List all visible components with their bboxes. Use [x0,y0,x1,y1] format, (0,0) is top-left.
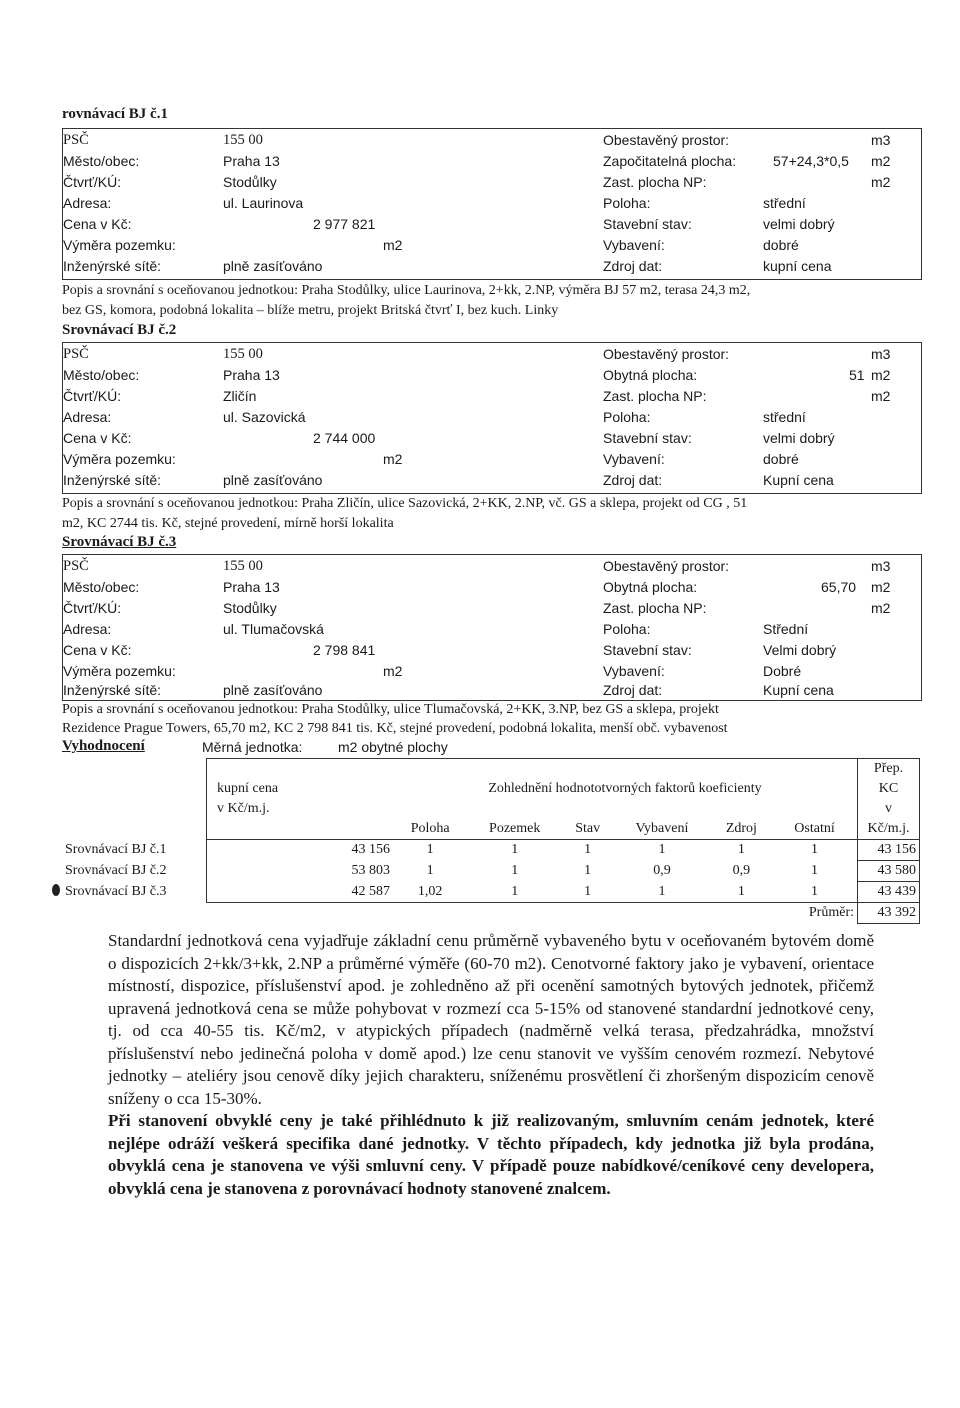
label-floor-area: Zast. plocha NP: [603,174,707,190]
factor-value: 1 [511,863,519,878]
factor-value: 1 [511,842,519,858]
average-value: 43 392 [858,903,920,924]
recalc-header-4: Kč/m.j. [858,819,920,840]
label-district: Čtvrť/KÚ: [63,600,122,616]
unit-value: m2 obytné plochy [338,739,448,755]
factors-header: Zohlednění hodnototvorných faktorů koeficienty [488,781,762,796]
evaluation-heading: Vyhodnocení [62,738,145,754]
table-row [62,840,920,861]
label-area: Obytná plocha: [603,579,698,595]
table-row [62,861,920,882]
factor-value: 0,9 [732,863,751,878]
comparison-3-description-1: Popis a srovnání s oceňovanou jednotkou: Praha Stodůlky, ulice Tlumačovská, 2+KK, 3.NP, bez GS a sklepa, projekt [62,702,719,717]
value-condition: velmi dobrý [763,216,835,232]
value-equipment: Dobré [763,663,802,679]
unit-floor-area: m2 [871,600,891,616]
label-condition: Stavební stav: [603,642,692,658]
value-address: ul. Tlumačovská [223,621,324,637]
recalc-header-1: Přep. [858,759,920,780]
label-psc: PSČ [63,132,89,148]
value-area: 57+24,3*0,5 [773,153,849,169]
value-source: Kupní cena [763,682,834,698]
label-utilities: Inženýrské sítě: [63,682,162,698]
label-equipment: Vybavení: [603,663,665,679]
value-city: Praha 13 [223,367,280,383]
factor-value: 1 [811,842,819,858]
label-utilities: Inženýrské sítě: [63,258,162,274]
value-condition: Velmi dobrý [763,642,837,658]
label-volume: Obestavěný prostor: [603,558,730,574]
paragraph-bold: Při stanovení obvyklé ceny je také přihlédnuto k již realizovaným, smluvním cenám jednotek, které nejlépe odráží veškerá specifika dané jednotky. V těchto případech, kdy jednotka již byla prodána, obvyklá cena je stanovena ve výši smluvní ceny. V případě pouze nabídkové/ceníkové ceny developera, obvyklá cena je stanovena z porovnávací hodnoty stanovené znalcem. [108,1111,874,1198]
label-district: Čtvrť/KÚ: [63,388,122,404]
conclusion-text [108,930,874,1200]
label-floor-area: Zast. plocha NP: [603,388,707,404]
value-city: Praha 13 [223,153,280,169]
row-price: 53 803 [207,861,394,882]
value-district: Stodůlky [223,174,277,190]
factor-value: 1 [811,863,819,878]
row-result: 43 156 [858,840,920,861]
comparison-1-box [62,128,922,280]
label-address: Adresa: [63,621,112,637]
factor-value: 1 [772,882,857,903]
value-utilities: plně zasíťováno [223,472,323,488]
unit-area: m2 [871,367,891,383]
comparison-3-heading: Srovnávací BJ č.3 [62,534,177,550]
label-location: Poloha: [603,621,651,637]
factor-value: 0,9 [653,863,671,878]
label-condition: Stavební stav: [603,430,692,446]
label-source: Zdroj dat: [603,258,663,274]
value-equipment: dobré [763,451,799,467]
label-land: Výměra pozemku: [63,663,176,679]
comparison-2-heading: Srovnávací BJ č.2 [62,322,177,338]
label-source: Zdroj dat: [603,682,663,698]
unit-volume: m3 [871,558,891,574]
value-psc: 155 00 [223,558,263,574]
factor-value: 1 [426,863,434,878]
unit-volume: m3 [871,132,891,148]
row-price: 43 156 [207,840,394,861]
comparison-2-description-2: m2, KC 2744 tis. Kč, stejné provedení, mírně horší lokalita [62,516,394,531]
factor-col-condition: Stav [562,819,613,840]
label-city: Město/obec: [63,153,140,169]
factor-value: 1 [584,863,592,878]
col-price-unit: v Kč/m.j. [207,799,394,819]
factor-col-source: Zdroj [711,819,772,840]
comparison-1-description-2: bez GS, komora, podobná lokalita – blíže metru, projekt Britská čtvrť I, bez kuch. Linky [62,303,559,318]
row-name: Srovnávací BJ č.1 [65,842,167,857]
comparison-2-description-1: Popis a srovnání s oceňovanou jednotkou: Praha Zličín, ulice Sazovická, 2+KK, 2.NP, vč. GS a sklepa, projekt od CG , 51 [62,496,748,511]
unit-area: m2 [871,153,891,169]
value-source: Kupní cena [763,472,834,488]
factor-value: 1 [737,842,745,858]
row-name: Srovnávací BJ č.2 [65,863,167,878]
row-result: 43 439 [858,882,920,903]
label-floor-area: Zast. plocha NP: [603,600,707,616]
label-price: Cena v Kč: [63,216,132,232]
label-condition: Stavební stav: [603,216,692,232]
label-psc: PSČ [63,346,89,362]
label-equipment: Vybavení: [603,237,665,253]
label-address: Adresa: [63,195,112,211]
value-land-unit: m2 [383,663,403,679]
factor-value: 1 [658,842,666,858]
unit-area: m2 [871,579,891,595]
label-address: Adresa: [63,409,112,425]
label-land: Výměra pozemku: [63,451,176,467]
comparison-1-heading: rovnávací BJ č.1 [62,106,168,122]
label-price: Cena v Kč: [63,430,132,446]
unit-floor-area: m2 [871,174,891,190]
label-district: Čtvrť/KÚ: [63,174,122,190]
value-land-unit: m2 [383,237,403,253]
table-row [62,882,920,903]
unit-volume: m3 [871,346,891,362]
value-district: Zličín [223,388,257,404]
label-location: Poloha: [603,195,651,211]
recalc-header-2: KC [858,779,920,799]
value-psc: 155 00 [223,132,263,148]
scan-mark [52,884,60,896]
row-price: 42 587 [207,882,394,903]
factor-col-land: Pozemek [467,819,562,840]
factor-value: 1 [426,842,434,858]
factor-value: 1 [711,882,772,903]
factor-value: 1 [584,842,592,858]
comparison-3-box [62,554,922,701]
value-land-unit: m2 [383,451,403,467]
label-price: Cena v Kč: [63,642,132,658]
factor-value: 1 [562,882,613,903]
label-equipment: Vybavení: [603,451,665,467]
comparison-3-description-2: Rezidence Prague Towers, 65,70 m2, KC 2 798 841 tis. Kč, stejné provedení, podobná lokalita, menší obč. vybavenost [62,721,728,736]
value-equipment: dobré [763,237,799,253]
value-price: 2 977 821 [313,216,376,232]
label-area: Obytná plocha: [603,367,698,383]
average-row [62,903,920,924]
label-land: Výměra pozemku: [63,237,176,253]
col-price: kupní cena [207,779,394,799]
value-city: Praha 13 [223,579,280,595]
paragraph-normal: Standardní jednotková cena vyjadřuje základní cenu průměrně vybaveného bytu v oceňovaném bytovém domě o dispozicích 2+kk/3+kk, 2.NP a průměrné výměře (60-70 m2). Cenotvorné faktory jako je vybavení, orientace místností, dispozice, příslušenství apod. je zohledněno až při ocenění samotných bytových jednotek, přičemž upravená jednotková cena se může pohybovat v rozmezí cca 5-15% od stanovené standardní jednotkové ceny, tj. od cca 40-55 tis. Kč/m2, v atypických případech (nadměrně velká terasa, předzahrádka, množství příslušenství nebo jedinečná poloha v domě apod.) lze cenu stanovit ve vyšším cenovém rozmezí. Nebytové jednotky – ateliéry jsou cenově díky jejich charakteru, sníženému prosvětlení či zhoršeným dispozicím cenově sníženy o cca 15-30%. [108,931,874,1108]
value-psc: 155 00 [223,346,263,362]
row-result: 43 580 [858,861,920,882]
factor-col-other: Ostatní [772,819,857,840]
comparison-1-description-1: Popis a srovnání s oceňovanou jednotkou: Praha Stodůlky, ulice Laurinova, 2+kk, 2.NP, výměra BJ 57 m2, terasa 24,3 m2, [62,283,751,298]
label-area: Započitatelná plocha: [603,153,737,169]
label-volume: Obestavěný prostor: [603,132,730,148]
label-city: Město/obec: [63,579,140,595]
value-location: Střední [763,621,809,637]
factor-col-equipment: Vybavení [613,819,710,840]
value-district: Stodůlky [223,600,277,616]
factor-value: 1 [613,882,710,903]
label-psc: PSČ [63,558,89,574]
value-location: střední [763,195,806,211]
value-utilities: plně zasíťováno [223,258,323,274]
factor-value: 1,02 [393,882,467,903]
value-price: 2 744 000 [313,430,376,446]
value-price: 2 798 841 [313,642,376,658]
comparison-2-box [62,342,922,494]
label-source: Zdroj dat: [603,472,663,488]
factor-value: 1 [467,882,562,903]
factor-col-location: Poloha [393,819,467,840]
label-city: Město/obec: [63,367,140,383]
unit-label: Měrná jednotka: [202,739,303,755]
label-location: Poloha: [603,409,651,425]
unit-floor-area: m2 [871,388,891,404]
value-area: 65,70 [821,579,857,595]
average-label: Průměr: [808,905,854,921]
label-utilities: Inženýrské sítě: [63,472,162,488]
recalc-header-3: v [858,799,920,819]
value-utilities: plně zasíťováno [223,682,323,698]
row-name: Srovnávací BJ č.3 [65,884,167,899]
value-condition: velmi dobrý [763,430,835,446]
value-address: ul. Laurinova [223,195,304,211]
value-area: 51 [849,367,865,383]
label-volume: Obestavěný prostor: [603,346,730,362]
value-address: ul. Sazovická [223,409,306,425]
value-source: kupní cena [763,258,832,274]
value-location: střední [763,409,806,425]
evaluation-table [62,758,920,924]
